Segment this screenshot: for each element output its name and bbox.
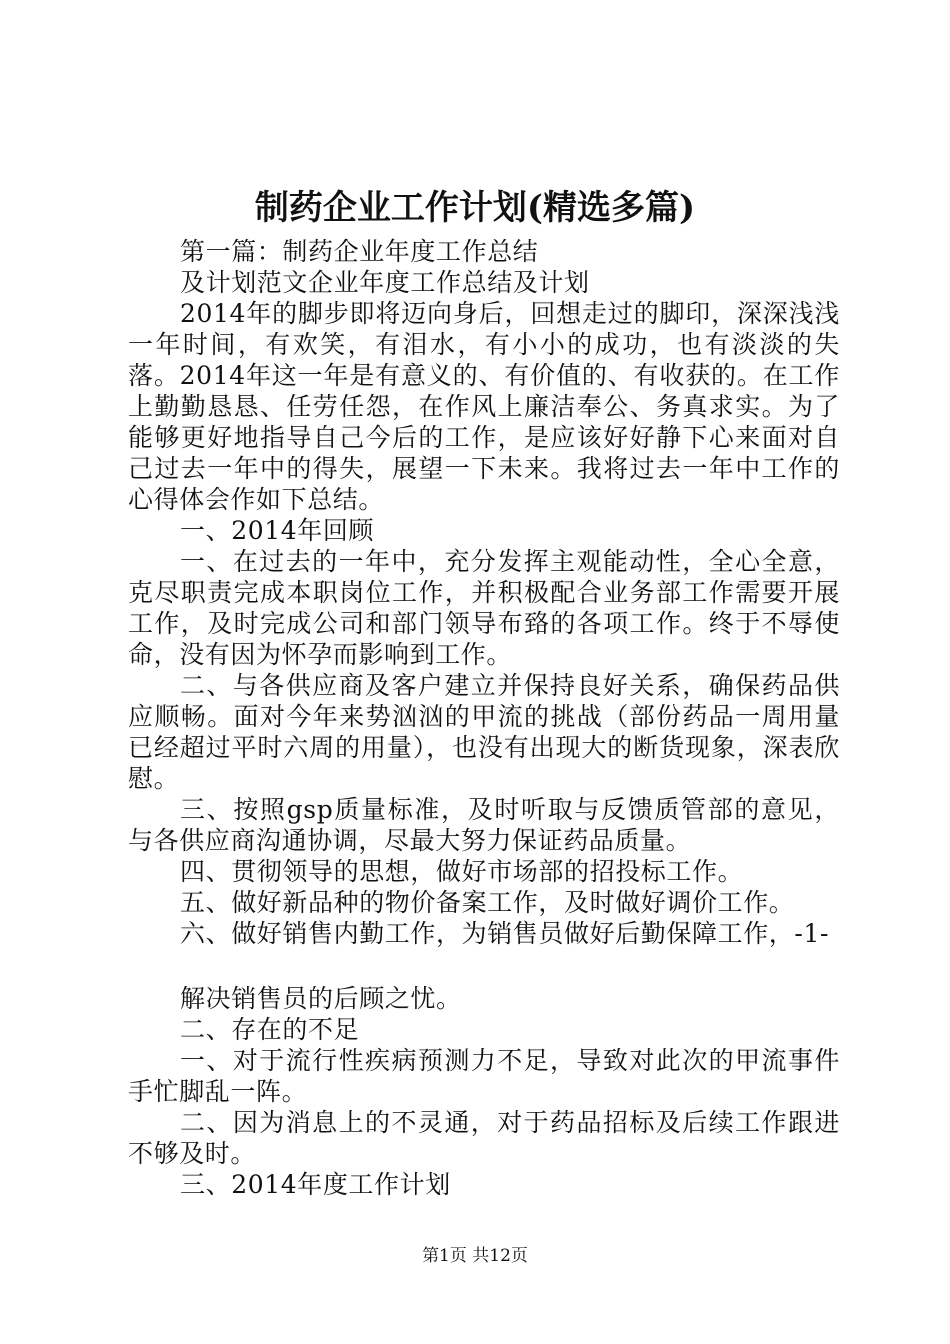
paragraph: 四、贯彻领导的思想，做好市场部的招投标工作。: [180, 857, 744, 886]
paragraph: 2014年的脚步即将迈向身后，回想走过的脚印，深深浅浅一年时间，有欢笑，有泪水，有小小的成功，也有淡淡的失落。2014年这一年是有意义的、有价值的、有收获的。在工作上勤勤恳恳、任劳任怨，在作风上廉洁奉公、务真求实。为了能够更好地指导自己今后的工作，是应该好好静下心来面对自己过去一年中的得失，展望一下未来。我将过去一年中工作的心得体会作如下总结。: [128, 299, 840, 514]
paragraph: 第一篇：制药企业年度工作总结: [180, 237, 539, 266]
page-break-gap: [128, 949, 840, 983]
paragraph: 六、做好销售内勤工作，为销售员做好后勤保障工作，-1-: [180, 919, 830, 948]
document-body: [128, 236, 840, 1200]
paragraph: 三、按照gsp质量标准，及时听取与反馈质管部的意见，与各供应商沟通协调，尽最大努力保证药品质量。: [128, 795, 840, 855]
section-heading: 二、存在的不足: [180, 1015, 360, 1044]
paragraph: 五、做好新品种的物价备案工作，及时做好调价工作。: [180, 888, 795, 917]
section-heading: 三、2014年度工作计划: [180, 1170, 451, 1199]
section-heading: 一、2014年回顾: [180, 516, 375, 545]
paragraph: 一、在过去的一年中，充分发挥主观能动性，全心全意，克尽职责完成本职岗位工作，并积极配合业务部工作需要开展工作，及时完成公司和部门领导布臵的各项工作。终于不辱使命，没有因为怀孕而影响到工作。: [128, 547, 840, 669]
document-title: 制药企业工作计划(精选多篇): [254, 188, 696, 228]
paragraph: 解决销售员的后顾之忧。: [180, 984, 462, 1013]
page-footer: 第1页 共12页: [422, 1246, 528, 1266]
paragraph: 二、与各供应商及客户建立并保持良好关系，确保药品供应顺畅。面对今年来势汹汹的甲流的挑战（部份药品一周用量已经超过平时六周的用量），也没有出现大的断货现象，深表欣慰。: [128, 671, 840, 793]
paragraph: 二、因为消息上的不灵通，对于药品招标及后续工作跟进不够及时。: [128, 1108, 840, 1168]
paragraph: 及计划范文企业年度工作总结及计划: [180, 268, 590, 297]
paragraph: 一、对于流行性疾病预测力不足，导致对此次的甲流事件手忙脚乱一阵。: [128, 1046, 840, 1106]
